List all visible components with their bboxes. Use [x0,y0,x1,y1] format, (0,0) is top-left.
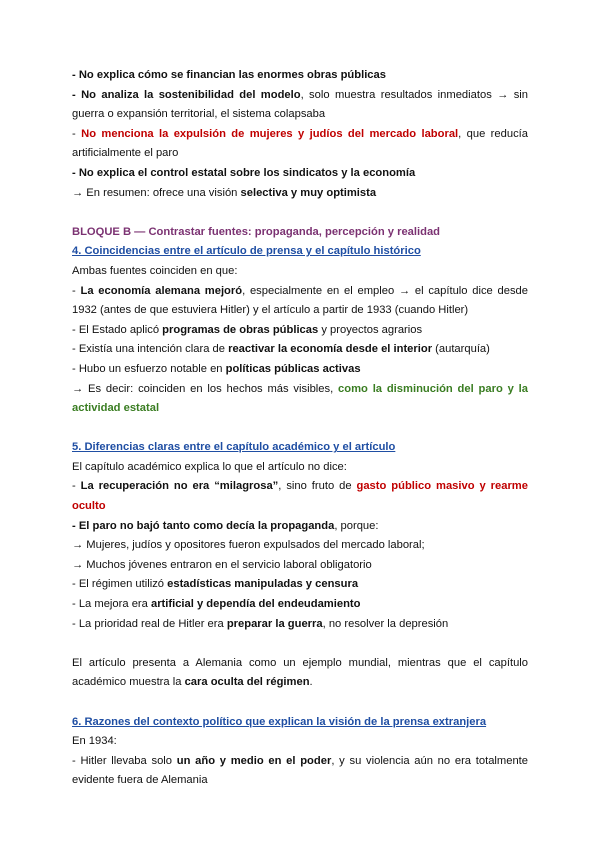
section-6-heading: 6. Razones del contexto político que explican la visión de la prensa extranjera [72,715,487,728]
bold-text: preparar la guerra [226,617,323,630]
red-highlight-text: No menciona la expulsión de mujeres y judíos del mercado laboral [81,127,459,140]
text: , no resolver la depresión [322,617,449,630]
bold-text: programas de obras públicas [162,323,319,336]
bold-text: - El paro no bajó tanto como decía la propaganda [72,519,335,532]
text: - El régimen utilizó [72,578,168,591]
section-6-intro: En 1934: [72,735,117,748]
bullet-financing: - No explica cómo se financian las enormes obras públicas [72,69,386,81]
spacer [72,419,528,439]
section-4-heading: 4. Coincidencias entre el artículo de prensa y el capítulo histórico [72,245,421,258]
text: , solo muestra resultados inmediatos → sin [300,88,528,101]
bold-text: artificial y dependía del endeudamiento [150,598,361,611]
section-5-intro: El capítulo académico explica lo que el artículo no dice: [72,460,347,473]
s5-bullet-debt [72,595,528,615]
red-highlight-text: gasto público masivo y rearme [356,480,528,493]
s4-bullet-policies [72,360,528,380]
text: , que reducía [458,127,528,140]
bold-text: un año y medio en el poder [176,754,332,767]
bold-text: La recuperación no era “milagrosa” [80,480,279,493]
bold-text: estadísticas manipuladas y censura [167,578,359,591]
s5-paragraph-cont [72,673,528,693]
s5-bullet-miracle-cont [72,497,528,517]
text: , porque: [334,519,379,532]
text: (autarquía) [432,343,490,356]
s5-bullet-miracle [72,477,528,497]
s4-bullet-public-works [72,321,528,341]
green-highlight-text: como la disminución del paro y la [338,382,528,395]
bullet-state-control: - No explica el control estatal sobre los sindicatos y la economía [72,166,416,179]
s5-bullet-unemployment [72,517,528,537]
section-4-intro: Ambas fuentes coinciden en que: [72,264,238,277]
text: - La mejora era [72,598,151,611]
text: - [72,284,81,297]
bullet-expulsion [72,125,528,145]
section-5-heading: 5. Diferencias claras entre el capítulo académico y el artículo [72,441,396,454]
spacer [72,693,528,713]
text: - Existía una intención clara de [72,343,229,356]
text: - [72,480,81,493]
text: - Hitler llevaba solo [72,754,177,767]
green-highlight-text: actividad estatal [72,402,160,415]
bullet-sustainability [72,86,528,106]
s5-paragraph: El artículo presenta a Alemania como un ejemplo mundial, mientras que el capítulo [72,656,528,669]
bold-text: políticas públicas activas [225,362,361,375]
s4-bullet-autarky [72,340,528,360]
bullet-expulsion-cont: artificialmente el paro [72,147,179,160]
s5-arrow-youth: → Muchos jóvenes entraron en el servicio laboral obligatorio [72,558,372,571]
text: - La prioridad real de Hitler era [72,617,227,630]
s4-conclusion [72,380,528,400]
s5-bullet-statistics [72,575,528,595]
text: , y su violencia aún no era totalmente [331,754,528,767]
block-b-title: BLOQUE B — Contrastar fuentes: propaganda, percepción y realidad [72,225,441,238]
bold-text: reactivar la economía desde el interior [228,343,433,356]
s6-bullet-power [72,752,528,772]
text: , especialmente en el empleo → el capítulo dice desde [242,284,528,297]
s5-arrow-expelled: → Mujeres, judíos y opositores fueron expulsados del mercado laboral; [72,539,425,552]
text: , sino fruto de [278,480,357,493]
s4-bullet-economy [72,282,528,302]
bold-text: selectiva y muy optimista [240,186,377,199]
red-highlight-text: oculto [72,500,106,513]
bullet-sustainability-cont: guerra o expansión territorial, el sistema colapsaba [72,108,326,121]
bold-text: La economía alemana mejoró [80,284,243,297]
bold-text: - No analiza la sostenibilidad del modelo [72,88,301,101]
document-body [72,66,528,791]
summary-line [72,184,528,204]
text: académico muestra la [72,676,185,689]
spacer [72,203,528,223]
text: y proyectos agrarios [318,323,423,336]
text: - Hubo un esfuerzo notable en [72,362,226,375]
s6-bullet-power-cont: evidente fuera de Alemania [72,774,208,787]
s5-bullet-war [72,615,528,635]
s4-conclusion-cont [72,399,528,419]
text: - [72,127,82,140]
spacer [72,634,528,654]
text: → En resumen: ofrece una visión [72,186,241,199]
text: - El Estado aplicó [72,323,163,336]
s4-bullet-economy-cont: 1932 (antes de que estuviera Hitler) y el artículo a partir de 1933 (cuando Hitler) [72,304,469,317]
text: . [309,676,313,689]
bold-text: cara oculta del régimen [184,676,310,689]
text: → Es decir: coinciden en los hechos más visibles, [72,382,339,395]
